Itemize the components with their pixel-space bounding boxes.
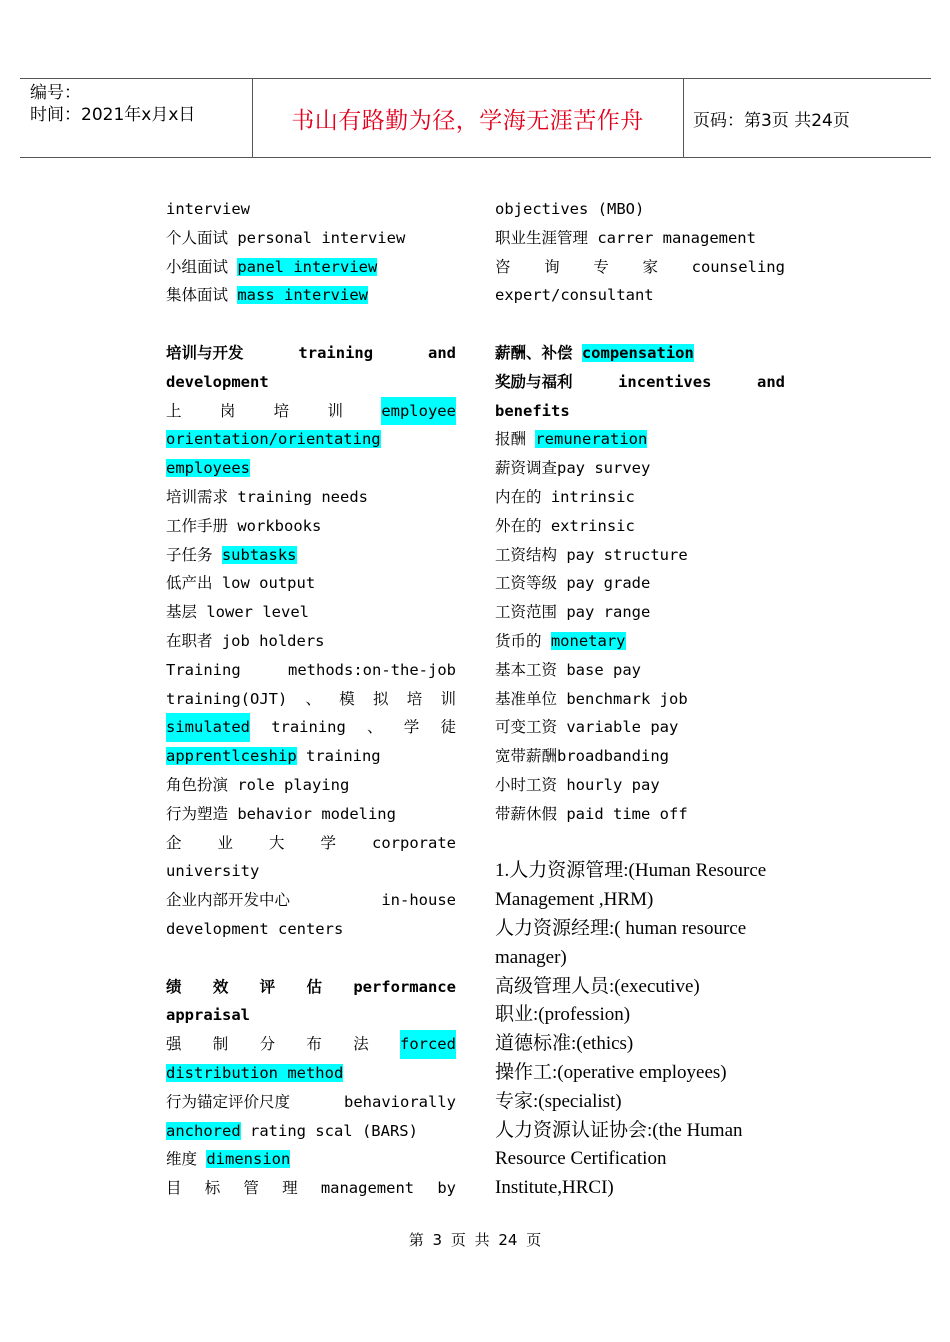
glossary-line [495,685,785,714]
line-text: benefits [495,401,570,420]
line-word: 业 [217,833,234,852]
line-text: 人力资源认证协会:(the Human [495,1119,743,1141]
glossary-line [166,1059,456,1088]
glossary-line [495,656,785,685]
header-motto-cell [252,79,684,157]
glossary-line [166,425,456,454]
blank-line [166,944,456,973]
glossary-line [166,1088,456,1117]
line-text: 个人面试 personal interview [166,228,406,247]
line-word: 模 [339,689,355,708]
line-word: 训 [327,401,343,420]
glossary-line [166,512,456,541]
line-text: 货币的 [495,631,551,650]
document-time-label: 时间：2021年x月x日 [30,105,196,125]
glossary-line [495,713,785,742]
line-text: appraisal [166,1006,250,1025]
line-text: manager) [495,946,567,968]
section-heading-line [495,368,785,397]
line-text: rating scal (BARS) [240,1121,418,1140]
highlighted-term: monetary [550,631,626,650]
line-text: 小组面试 [166,257,238,276]
line-word: training [298,343,374,362]
highlighted-term: anchored [166,1121,241,1140]
line-word: 分 [259,1035,276,1054]
line-text: 集体面试 [166,286,238,305]
line-word: 徒 [440,718,456,737]
line-word: 专 [593,257,609,276]
glossary-line [166,713,456,742]
line-text: Resource Certification [495,1148,667,1170]
page-footer: 第 3 页 共 24 页 [408,1231,542,1249]
section-heading-line [166,339,456,368]
glossary-line [495,1059,785,1088]
glossary-line [166,771,456,800]
line-word: and [757,372,785,391]
line-text: interview [166,200,250,218]
line-text: 职业:(profession) [495,1004,631,1026]
glossary-line [495,1088,785,1117]
line-word: 学 [320,833,337,852]
glossary-line [495,1117,785,1146]
line-text: Institute,HRCI) [495,1177,614,1199]
line-word: 咨 [495,257,511,276]
glossary-line [166,569,456,598]
glossary-line [166,742,456,771]
line-word: 标 [204,1179,221,1198]
line-text: 工作手册 workbooks [166,516,322,535]
glossary-line [166,598,456,627]
glossary-line [166,483,456,512]
line-text: 基本工资 base pay [495,660,641,679]
line-word: 法 [353,1035,369,1054]
glossary-line [166,685,456,714]
glossary-line [495,253,785,282]
section-heading-line [166,368,456,397]
line-text: 在职者 job holders [166,631,325,650]
line-word: 奖励与福利 [495,372,573,391]
document-number-label: 编号： [30,83,81,103]
line-word: 培训与开发 [166,343,244,362]
line-word: 岗 [219,401,236,420]
line-text: 基准单位 benchmark job [495,689,688,708]
line-word: corporate [372,833,456,852]
line-word: 估 [306,977,322,996]
line-word: 大 [269,833,285,852]
line-text: 行为塑造 behavior modeling [166,804,396,823]
section-heading-line [495,397,785,426]
line-word: 绩 [166,977,182,996]
glossary-line [495,425,785,454]
line-text: 报酬 [495,430,536,449]
section-heading-line [166,973,456,1002]
highlighted-term: remuneration [535,430,648,449]
highlighted-term: compensation [581,343,694,362]
glossary-line [166,829,456,858]
line-word: 企业内部开发中心 [166,891,291,910]
blank-line [495,310,785,339]
line-text: 操作工:(operative employees) [495,1061,727,1083]
line-text: 职业生涯管理 carrer management [495,228,756,247]
line-text: 角色扮演 role playing [166,775,350,794]
line-text: university [166,862,260,881]
highlighted-term: employees [166,459,250,478]
line-text: development centers [166,919,344,938]
glossary-line [495,973,785,1002]
glossary-line [166,627,456,656]
line-word: 行为锚定评价尺度 [166,1092,291,1111]
line-word: methods:on-the-job [288,660,456,679]
line-word: behaviorally [344,1092,456,1111]
line-word: 目 [166,1179,182,1198]
line-text: 道德标准:(ethics) [495,1033,634,1055]
line-word: management [320,1179,415,1198]
line-text: 工资范围 pay range [495,603,651,622]
line-word: incentives [618,372,712,391]
glossary-line [495,281,785,310]
line-word: 家 [642,257,658,276]
line-word: by [437,1179,456,1198]
header-motto: 书山有路勤为径，学海无涯苦作舟 [291,107,644,134]
glossary-line [495,195,785,224]
line-text: 1.人力资源管理:(Human Resource [495,860,767,882]
glossary-column-right [495,195,785,1203]
glossary-line [495,483,785,512]
highlighted-term: forced [400,1030,456,1059]
line-word: performance [353,977,456,996]
line-word: counseling [691,257,785,276]
header-page-info: 页码：第3页 共24页 [693,110,850,131]
glossary-line [166,1145,456,1174]
highlighted-term: orientation/orientating [166,430,381,449]
highlighted-term: simulated [166,713,250,742]
line-word: 拟 [373,689,389,708]
line-text: 基层 lower level [166,603,309,622]
glossary-line [166,253,456,282]
line-word: 评 [259,977,276,996]
line-word: 培 [406,689,423,708]
highlighted-term: distribution method [166,1063,344,1082]
line-text: 薪资调查pay survey [495,459,651,478]
glossary-line [495,627,785,656]
line-text: 薪酬、补偿 [495,343,582,362]
line-text: 高级管理人员:(executive) [495,975,700,997]
line-word: 培 [273,401,290,420]
header-page-cell [683,79,931,157]
glossary-line [495,224,785,253]
glossary-line [166,1174,456,1203]
line-word: in-house [381,891,456,910]
line-text: 工资等级 pay grade [495,574,651,593]
glossary-line [495,886,785,915]
glossary-line [166,857,456,886]
glossary-line [166,397,456,426]
highlighted-term: subtasks [221,545,297,564]
line-word: 布 [306,1035,322,1054]
glossary-line [166,195,456,224]
glossary-line [495,569,785,598]
line-word: 制 [212,1035,229,1054]
glossary-line [166,886,456,915]
glossary-line [166,800,456,829]
glossary-line [166,541,456,570]
glossary-line [495,800,785,829]
line-text: 带薪休假 paid time off [495,804,688,823]
glossary-line [166,281,456,310]
highlighted-term: apprentlceship [166,747,297,766]
line-text: 维度 [166,1150,207,1169]
line-word: 询 [544,257,560,276]
glossary-line [166,1117,456,1146]
line-word: and [427,343,456,362]
line-word: 强 [166,1035,182,1054]
line-text: 人力资源经理:( human resource [495,917,747,939]
glossary-line [495,944,785,973]
highlighted-term: mass interview [237,286,368,305]
line-text: development [166,372,269,391]
line-word: 学 [403,718,420,737]
line-word: Training [166,660,241,679]
glossary-line [495,1001,785,1030]
line-text: 专家:(specialist) [495,1090,622,1112]
line-text: 培训需求 training needs [166,487,368,506]
line-text: 内在的 intrinsic [495,487,635,506]
line-text: 可变工资 variable pay [495,718,679,737]
line-text: 子任务 [166,545,222,564]
line-text: 外在的 extrinsic [495,516,635,535]
line-word: 、 [367,718,383,737]
line-text: 宽带薪酬broadbanding [495,747,669,766]
highlighted-term: panel interview [237,257,378,276]
glossary-line [495,742,785,771]
blank-line [495,829,785,858]
line-word: training [271,718,346,737]
glossary-line [495,541,785,570]
glossary-line [495,512,785,541]
glossary-line [166,656,456,685]
header-meta-cell [20,79,253,157]
line-word: 企 [166,833,182,852]
glossary-line [495,1174,785,1203]
line-word: 理 [282,1179,298,1198]
line-text: Management ,HRM) [495,889,654,911]
glossary-line [495,771,785,800]
line-word: 上 [166,401,182,420]
section-heading-line [495,339,785,368]
line-word: 、 [305,689,322,708]
line-word: 训 [440,689,456,708]
glossary-line [495,1030,785,1059]
glossary-line [495,1145,785,1174]
highlighted-term: dimension [206,1150,291,1169]
line-word: 效 [212,977,229,996]
line-word: training(OJT) [166,689,288,708]
highlighted-term: employee [381,397,456,426]
glossary-line [495,915,785,944]
line-text: training [296,747,381,766]
glossary-line [166,454,456,483]
line-text: 小时工资 hourly pay [495,775,660,794]
line-word: 管 [243,1179,259,1198]
line-text: 工资结构 pay structure [495,545,688,564]
glossary-line [166,915,456,944]
section-heading-line [166,1001,456,1030]
line-text: objectives (MBO) [495,200,645,218]
glossary-line [166,1030,456,1059]
blank-line [166,310,456,339]
glossary-line [495,598,785,627]
page-header [20,78,931,158]
glossary-line [166,224,456,253]
glossary-column-left [166,195,456,1203]
line-text: 低产出 low output [166,574,316,593]
line-text: expert/consultant [495,286,654,305]
glossary-line [495,857,785,886]
glossary-line [495,454,785,483]
